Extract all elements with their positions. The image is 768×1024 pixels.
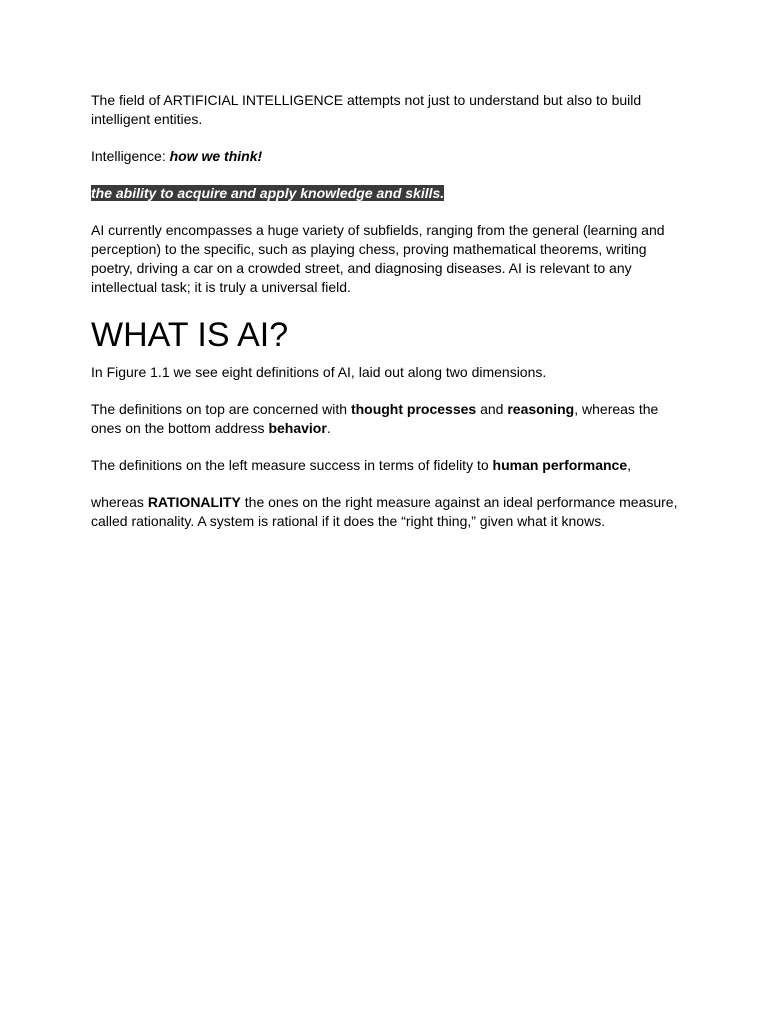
paragraph-intelligence — [91, 147, 681, 166]
paragraph-definitions-top — [91, 400, 681, 438]
term-rationality: RATIONALITY — [147, 494, 241, 510]
def-top-text-1: The definitions on top are concerned with — [91, 401, 351, 417]
paragraph-definitions-left — [91, 456, 681, 475]
section-heading: WHAT IS AI? — [91, 316, 289, 354]
term-reasoning: reasoning — [507, 401, 575, 417]
term-human-performance: human performance — [492, 457, 628, 473]
intelligence-label: Intelligence: — [91, 148, 170, 164]
document-body — [91, 91, 681, 549]
paragraph-rationality — [91, 493, 681, 531]
paragraph-highlight — [91, 184, 681, 203]
term-behavior: behavior — [268, 420, 327, 436]
figure-text: In Figure 1.1 we see eight definitions of AI, laid out along two dimensions. — [91, 364, 547, 380]
intelligence-emphasis: how we think! — [169, 148, 263, 164]
def-top-text-3: , whereas the ones on the bottom address — [91, 401, 659, 436]
term-thought-processes: thought processes — [350, 401, 477, 417]
intro-text: The field of ARTIFICIAL INTELLIGENCE attempts not just to understand but also to build intelligent entities. — [91, 92, 642, 127]
paragraph-subfields — [91, 221, 681, 297]
paragraph-intro — [91, 91, 681, 129]
paragraph-figure — [91, 363, 681, 382]
rationality-text-1: whereas — [91, 494, 148, 510]
highlighted-definition: the ability to acquire and apply knowledge and skills. — [91, 185, 445, 201]
rationality-text-2: the ones on the right measure against an ideal performance measure, called rationality. A system is rational if it does the “right thing,” given what it knows. — [91, 494, 678, 529]
def-top-text-2: and — [476, 401, 508, 417]
def-left-text-1: The definitions on the left measure success in terms of fidelity to — [91, 457, 493, 473]
subfields-text: AI currently encompasses a huge variety of subfields, ranging from the general (learning and perception) to the specific, such as playing chess, proving mathematical theorems, writing poetry, driving a car on a crowded street, and diagnosing diseases. AI is relevant to any intellectual task; it is truly a universal field. — [91, 222, 665, 295]
def-top-text-4: . — [326, 420, 331, 436]
def-left-text-2: , — [627, 457, 632, 473]
